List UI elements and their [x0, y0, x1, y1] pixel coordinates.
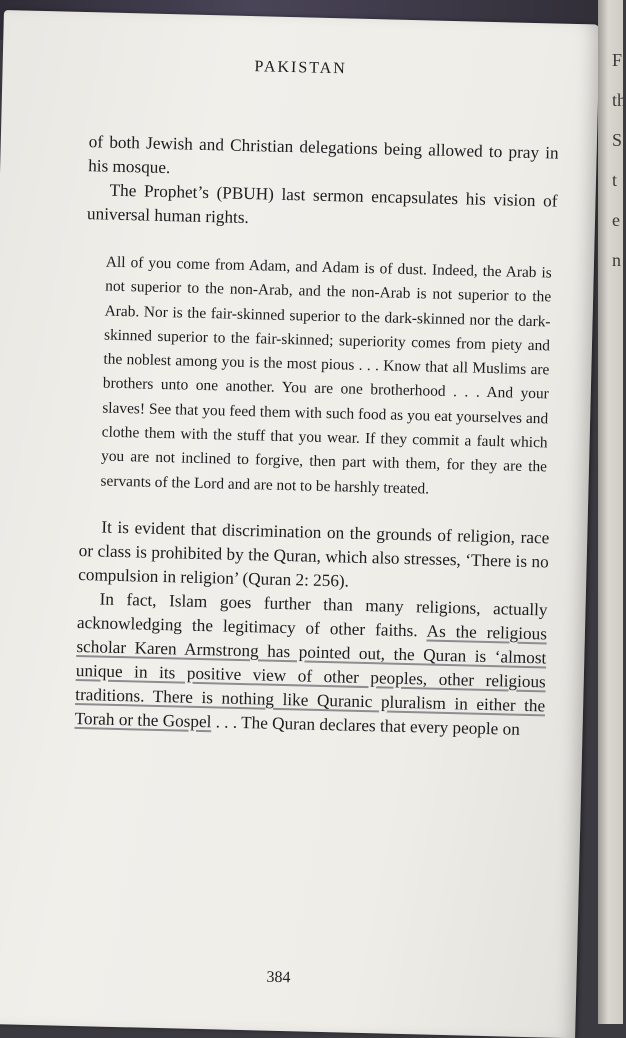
underlined-passage: As the religious scholar Karen Armstrong has pointed out, the Quran is ‘almost unique in its positive view of other peoples, other religious traditions. There is nothing like Quranic pluralism in either the Torah or the Gospel: [74, 621, 548, 732]
book-page: [0, 10, 600, 1038]
paragraph-3: It is evident that discrimination on the grounds of religion, race or class is prohibited by the Quran, which also stresses, ‘There is no compulsion in religion’ (Quran 2: 256).: [77, 517, 550, 591]
quote-text: All of you come from Adam, and Adam is of dust. Indeed, the Arab is not superior to the non-Arab, and the non-Arab is not superior to the Arab. Nor is the fair-skinned superior to the dark-skinned nor the dark-skinned superior to the fair-skinned; superiority comes from piety and the noblest among you is the most pious . . . Know that all Muslims are brothers unto one another. You are one brotherhood . . . And your slaves! See that you feed them with such food as you eat yourselves and clothe them with the stuff that you wear. If they commit a fault which you are not inclined to forgive, then part with them, for they are the servants of the Lord and are not to be harshly treated.: [100, 253, 552, 498]
block-quote: [100, 251, 552, 505]
facing-letter: n: [612, 250, 621, 270]
paragraph-4-end: . . . The Quran declares that every people on: [211, 712, 521, 739]
facing-letter: F: [612, 50, 623, 70]
page-body: [74, 130, 559, 742]
paragraph-4-start: In fact, Islam goes further than many religions, actually acknowledging the legitimacy of other faiths.: [76, 589, 548, 641]
paragraph-2: The Prophet’s (PBUH) last sermon encapsulates his vision of universal human rights.: [86, 180, 558, 228]
facing-letter: e: [612, 210, 620, 230]
page-number: 384: [266, 968, 291, 987]
facing-letter: th: [612, 90, 626, 110]
paragraph-4: [74, 587, 547, 742]
facing-page-edge: [612, 40, 626, 280]
facing-letter: S: [612, 130, 623, 150]
running-head: PAKISTAN: [254, 58, 348, 78]
facing-letter: t: [612, 170, 618, 190]
paragraph-1: of both Jewish and Christian delegations being allowed to pray in his mosque.: [87, 132, 559, 178]
